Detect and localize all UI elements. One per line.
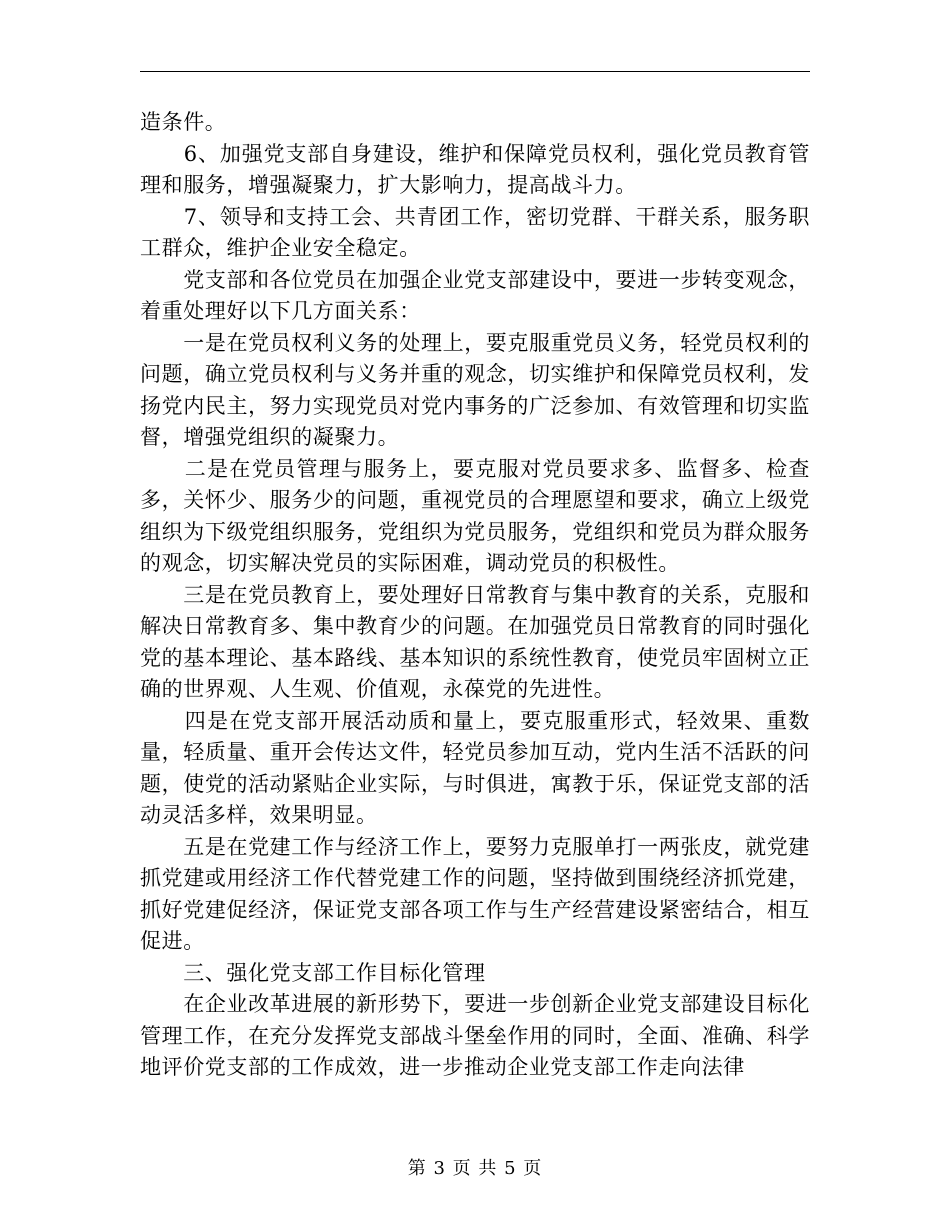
page-number-footer: 第 3 页 共 5 页 [407,1158,543,1179]
paragraph-item-7: 7、领导和支持工会、共青团工作，密切党群、干群关系，服务职工群众，维护企业安全稳定。 [140,204,810,260]
paragraph-item-6: 6、加强党支部自身建设，维护和保障党员权利，强化党员教育管理和服务，增强凝聚力，扩大影响力，提高战斗力。 [140,141,810,197]
paragraph-relation-2: 二是在党员管理与服务上，要克服对党员要求多、监督多、检查多，关怀少、服务少的问题，重视党员的合理愿望和要求，确立上级党组织为下级党组织服务，党组织为党员服务，党组织和党员为群众服务的观念，切实解决党员的实际困难，调动党员的积极性。 [140,456,810,575]
paragraph-relations-intro: 党支部和各位党员在加强企业党支部建设中，要进一步转变观念，着重处理好以下几方面关系： [140,267,810,323]
paragraph-relation-4: 四是在党支部开展活动质和量上，要克服重形式，轻效果、重数量，轻质量、重开会传达文件，轻党员参加互动，党内生活不活跃的问题，使党的活动紧贴企业实际，与时俱进，寓教于乐，保证党支部的活动灵活多样，效果明显。 [140,708,810,827]
paragraph-relation-5: 五是在党建工作与经济工作上，要努力克服单打一两张皮，就党建抓党建或用经济工作代替党建工作的问题，坚持做到围绕经济抓党建，抓好党建促经济，保证党支部各项工作与生产经营建设紧密结合，相互促进。 [140,834,810,953]
header-rule [140,71,810,72]
section-heading-3: 三、强化党支部工作目标化管理 [140,960,486,985]
document-body [140,107,810,1084]
paragraph-relation-1: 一是在党员权利义务的处理上，要克服重党员义务，轻党员权利的问题，确立党员权利与义务并重的观念，切实维护和保障党员权利，发扬党内民主，努力实现党员对党内事务的广泛参加、有效管理和切实监督，增强党组织的凝聚力。 [140,330,810,449]
paragraph-section-3-body: 在企业改革进展的新形势下，要进一步创新企业党支部建设目标化管理工作，在充分发挥党支部战斗堡垒作用的同时，全面、准确、科学地评价党支部的工作成效，进一步推动企业党支部工作走向法律 [140,992,810,1079]
paragraph-relation-3: 三是在党员教育上，要处理好日常教育与集中教育的关系，克服和解决日常教育多、集中教育少的问题。在加强党员日常教育的同时强化党的基本理论、基本路线、基本知识的系统性教育，使党员牢固树立正确的世界观、人生观、价值观，永葆党的先进性。 [140,582,810,701]
paragraph-continuation: 造条件。 [140,110,227,134]
